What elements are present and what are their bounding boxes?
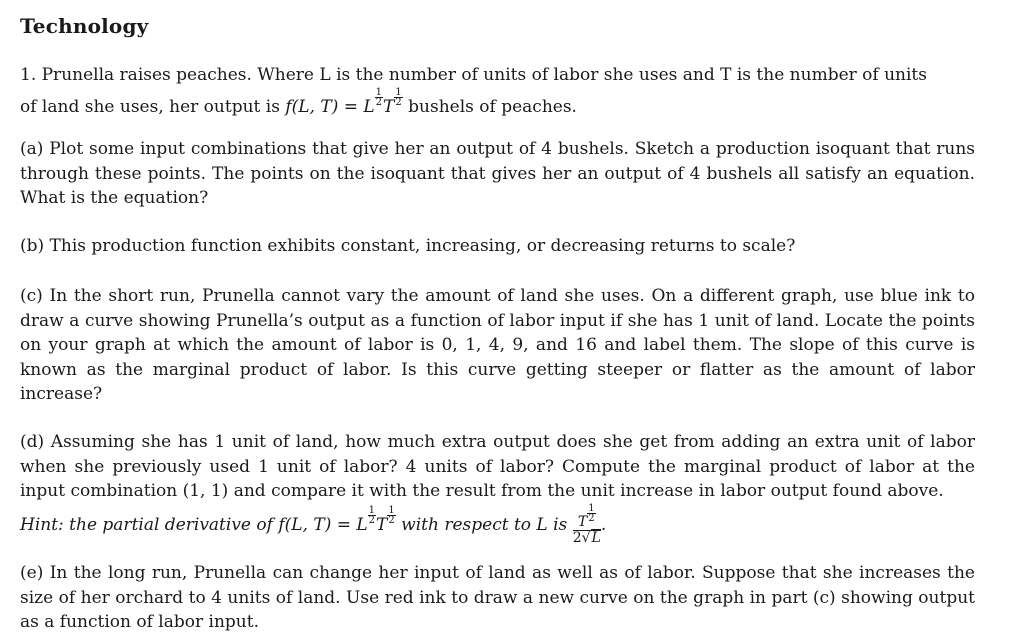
production-function: f(L, T) = L $^{\frac{1}{2}}$ T $^{\frac{1}{2}}$	[285, 86, 402, 117]
part-d	[20, 430, 975, 546]
part-c: (c) In the short run, Prunella cannot vary the amount of land she uses. On a different graph, use blue ink to draw a curve showing Prunella’s output as a function of labor input if she has 1 unit of land. Locate the points on your graph at which the amount of labor is 0, 1, 4, 9, and 16 and label them. The slope of this curve is known as the marginal product of labor. Is this curve getting steeper or flatter as the amount of labor increase?	[20, 286, 975, 404]
part-d-hint: Hint: the partial derivative of f(L, T) = L $^{\frac{1}{2}}$ T $^{\frac{1}{2}}$ with respect to L is T $^{\frac{1}{2}}$ 2√L .	[20, 502, 607, 546]
exponent-half-L: 1 2	[375, 86, 383, 108]
problem-intro: 1. Prunella raises peaches. Where L is the number of units of labor she uses and T is the number of units of land she uses, her output is f(L, T) = L $^{\frac{1}{2}}$ T $^{\frac{1}{2}}$ bushels of peaches.	[20, 65, 927, 117]
part-b: (b) This production function exhibits constant, increasing, or decreasing returns to scale?	[20, 236, 796, 256]
exponent-half-T: 1 2	[395, 86, 402, 108]
intro-line-2-text: of land she uses, her output is	[20, 96, 286, 117]
section-heading: Technology	[20, 14, 149, 38]
part-d-text: (d) Assuming she has 1 unit of land, how much extra output does she get from adding an extra unit of labor when she previously used 1 unit of labor? 4 units of labor? Compute the marginal product of labor at the input combination (1, 1) and compare it with the result from the unit increase in labor output found above.	[20, 432, 975, 501]
hint-derivative-fraction: T $^{\frac{1}{2}}$ 2√L	[572, 502, 601, 546]
hint-exponent-L: 1 2	[368, 504, 376, 526]
intro-line-1: 1. Prunella raises peaches. Where L is the number of units of labor she uses and T is the number of units	[20, 65, 927, 85]
hint-exponent-T: 1 2	[388, 504, 395, 526]
part-e: (e) In the long run, Prunella can change her input of land as well as of labor. Suppose that she increases the size of her orchard to 4 units of land. Use red ink to draw a new curve on the graph in part (c) showing output as a function of labor input.	[20, 563, 975, 632]
part-a: (a) Plot some input combinations that give her an output of 4 bushels. Sketch a production isoquant that runs through these points. The points on the isoquant that gives her an output of 4 bushels all satisfy an equation. What is the equation?	[20, 139, 975, 208]
